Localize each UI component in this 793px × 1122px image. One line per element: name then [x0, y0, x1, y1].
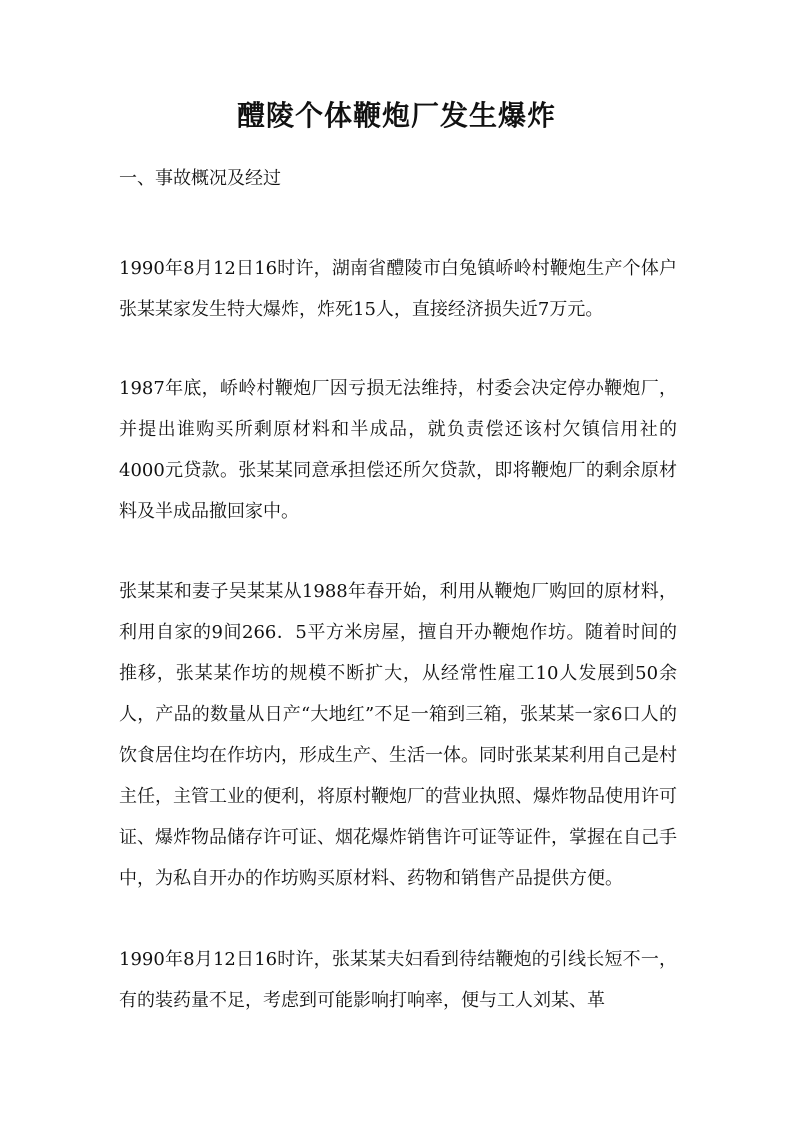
- paragraph-2: 1987年底，峤岭村鞭炮厂因亏损无法维持，村委会决定停办鞭炮厂，并提出谁购买所剩原材料和半成品，就负责偿还该村欠镇信用社的4000元贷款。张某某同意承担偿还所欠贷款，即将鞭炮厂的剩余原材料及半成品撤回家中。: [119, 378, 677, 522]
- document-title: 醴陵个体鞭炮厂发生爆炸: [236, 99, 556, 132]
- paragraph-4: 1990年8月12日16时许，张某某夫妇看到待结鞭炮的引线长短不一，有的装药量不足，考虑到可能影响打响率，便与工人刘某、革: [119, 949, 677, 1011]
- paragraph-1: 1990年8月12日16时许，湖南省醴陵市白兔镇峤岭村鞭炮生产个体户张某某家发生特大爆炸，炸死15人，直接经济损失近7万元。: [119, 258, 677, 320]
- section-heading: 一、事故概况及经过: [119, 168, 281, 189]
- paragraph-3: 张某某和妻子吴某某从1988年春开始，利用从鞭炮厂购回的原材料，利用自家的9间266．5平方米房屋，擅自开办鞭炮作坊。随着时间的推移，张某某作坊的规模不断扩大，从经常性雇工10人发展到50余人，产品的数量从日产“大地红”不足一箱到三箱，张某某一家6口人的饮食居住均在作坊内，形成生产、生活一体。同时张某某利用自己是村主任，主管工业的便利，将原村鞭炮厂的营业执照、爆炸物品使用许可证、爆炸物品储存许可证、烟花爆炸销售许可证等证件，掌握在自己手中，为私自开办的作坊购买原材料、药物和销售产品提供方便。: [119, 581, 677, 889]
